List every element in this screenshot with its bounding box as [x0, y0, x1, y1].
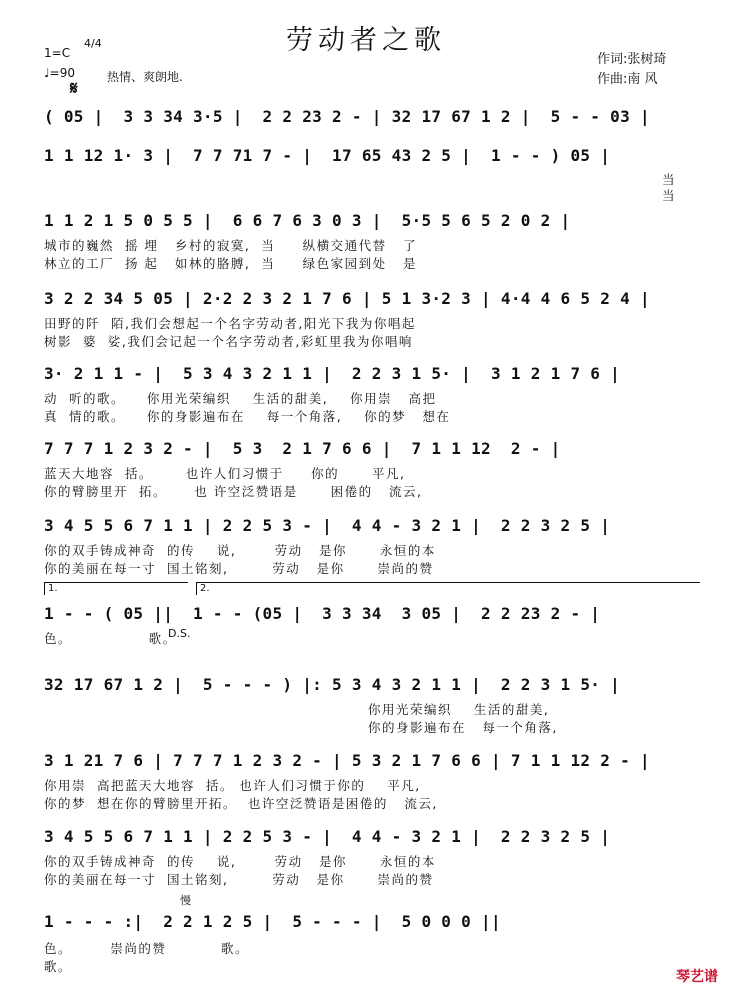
notation-line: 3 1 21 7 6 | 7 7 7 1 2 3 2 - | 5 3 2 1 7 6 6 | 7 1 1 12 2 - | — [44, 751, 650, 770]
score-system-9 — [44, 672, 692, 698]
lyric-verse-2: 林立的工厂 扬 起 如林的胳膊, 当 绿色家园到处 是 — [44, 256, 418, 271]
notation-line: 1 1 2 1 5 0 5 5 | 6 6 7 6 3 0 3 | 5·5 5 6 5 2 0 2 | — [44, 211, 571, 230]
notation-line: 1 - - ( 05 || 1 - - (05 | 3 3 34 3 05 | 2 2 23 2 - | — [44, 604, 601, 623]
notation-line: 3· 2 1 1 - | 5 3 4 3 2 1 1 | 2 2 3 1 5· | 3 1 2 1 7 6 | — [44, 364, 621, 383]
tempo-mark: ♩=90 — [44, 66, 75, 80]
lyric-verse-1: 田野的阡 陌,我们会想起一个名字劳动者,阳光下我为你唱起 — [44, 316, 416, 331]
lyricist-credit: 作词:张树琦 — [597, 52, 667, 67]
slow-mark: 慢 — [180, 894, 191, 907]
lyric-verse-1: 你的双手铸成神奇 的传 说, 劳动 是你 永恒的本 — [44, 543, 436, 558]
score-system-1 — [44, 104, 692, 130]
volta-2: 2. — [196, 582, 700, 595]
score-system-5 — [44, 361, 692, 387]
notation-line: 1 1 12 1· 3 | 7 7 71 7 - | 17 65 43 2 5 | 1 - - ) 05 | — [44, 146, 611, 165]
notation-line: 1 - - - :| 2 2 1 2 5 | 5 - - - | 5 0 0 0 || — [44, 912, 501, 931]
lyric-verse-2: 你的美丽在每一寸 国土铭刻, 劳动 是你 崇尚的赞 — [44, 872, 434, 887]
lyric-ending: 色。 歌。 — [44, 631, 177, 646]
notation-line: 32 17 67 1 2 | 5 - - - ) |: 5 3 4 3 2 1 1 | 2 2 3 1 5· | — [44, 675, 621, 694]
score-system-10 — [44, 748, 692, 774]
score-system-2 — [44, 143, 692, 169]
volta-1: 1. — [44, 582, 188, 595]
score-system-11 — [44, 824, 692, 850]
page-title: 劳动者之歌 — [286, 25, 446, 56]
composer-credit: 作曲:南 风 — [597, 72, 658, 87]
lyric-verse-1: 你用光荣编织 生活的甜美, — [368, 702, 550, 717]
score-system-12 — [44, 909, 692, 935]
lyric-verse-2: 你的身影遍布在 每一个角落, — [368, 720, 558, 735]
lyric-verse-2: 你的美丽在每一寸 国土铭刻, 劳动 是你 崇尚的赞 — [44, 561, 434, 576]
score-system-3 — [44, 208, 692, 234]
score-system-4 — [44, 286, 692, 312]
pickup-lyric: 当 当 — [662, 172, 675, 203]
notation-line: 3 4 5 5 6 7 1 1 | 2 2 5 3 - | 4 4 - 3 2 1 | 2 2 3 2 5 | — [44, 516, 611, 535]
notation-line: 3 4 5 5 6 7 1 1 | 2 2 5 3 - | 4 4 - 3 2 1 | 2 2 3 2 5 | — [44, 827, 611, 846]
score-system-8 — [44, 601, 692, 627]
segno-icon: 𝄋 — [70, 78, 78, 99]
lyric-ending: 歌。 — [44, 959, 73, 974]
watermark-logo: 琴艺谱 — [676, 969, 718, 985]
expression-mark: 热情、爽朗地. — [107, 70, 183, 84]
lyric-ending: 色。 崇尚的赞 歌。 — [44, 941, 250, 956]
time-signature: 4/4 — [84, 37, 102, 50]
key-signature: 1=C — [44, 46, 71, 60]
lyric-verse-1: 你的双手铸成神奇 的传 说, 劳动 是你 永恒的本 — [44, 854, 436, 869]
lyric-verse-2: 树影 婆 娑,我们会记起一个名字劳动者,彩虹里我为你唱响 — [44, 334, 413, 349]
lyric-verse-2: 你的梦 想在你的臂膀里开拓。 也许空泛赞语是困倦的 流云, — [44, 796, 438, 811]
lyric-verse-1: 蓝天大地容 括。 也许人们习惯于 你的 平凡, — [44, 466, 406, 481]
lyric-verse-2: 你的臂膀里开 拓。 也 许空泛赞语是 困倦的 流云, — [44, 484, 423, 499]
score-system-6 — [44, 436, 692, 462]
ds-mark: D.S. — [168, 627, 191, 640]
score-system-7 — [44, 513, 692, 539]
notation-line: ( 05 | 3 3 34 3·5 | 2 2 23 2 - | 32 17 67 1 2 | 5 - - 03 | — [44, 107, 650, 126]
lyric-verse-1: 动 听的歌。 你用光荣编织 生活的甜美, 你用崇 高把 — [44, 391, 437, 406]
notation-line: 7 7 7 1 2 3 2 - | 5 3 2 1 7 6 6 | 7 1 1 12 2 - | — [44, 439, 561, 458]
lyric-verse-1: 你用崇 高把蓝天大地容 括。 也许人们习惯于你的 平凡, — [44, 778, 421, 793]
notation-line: 3 2 2 34 5 05 | 2·2 2 3 2 1 7 6 | 5 1 3·2 3 | 4·4 4 6 5 2 4 | — [44, 289, 650, 308]
lyric-verse-2: 真 情的歌。 你的身影遍布在 每一个角落, 你的梦 想在 — [44, 409, 451, 424]
lyric-verse-1: 城市的巍然 摇 埋 乡村的寂寞, 当 纵横交通代替 了 — [44, 238, 418, 253]
